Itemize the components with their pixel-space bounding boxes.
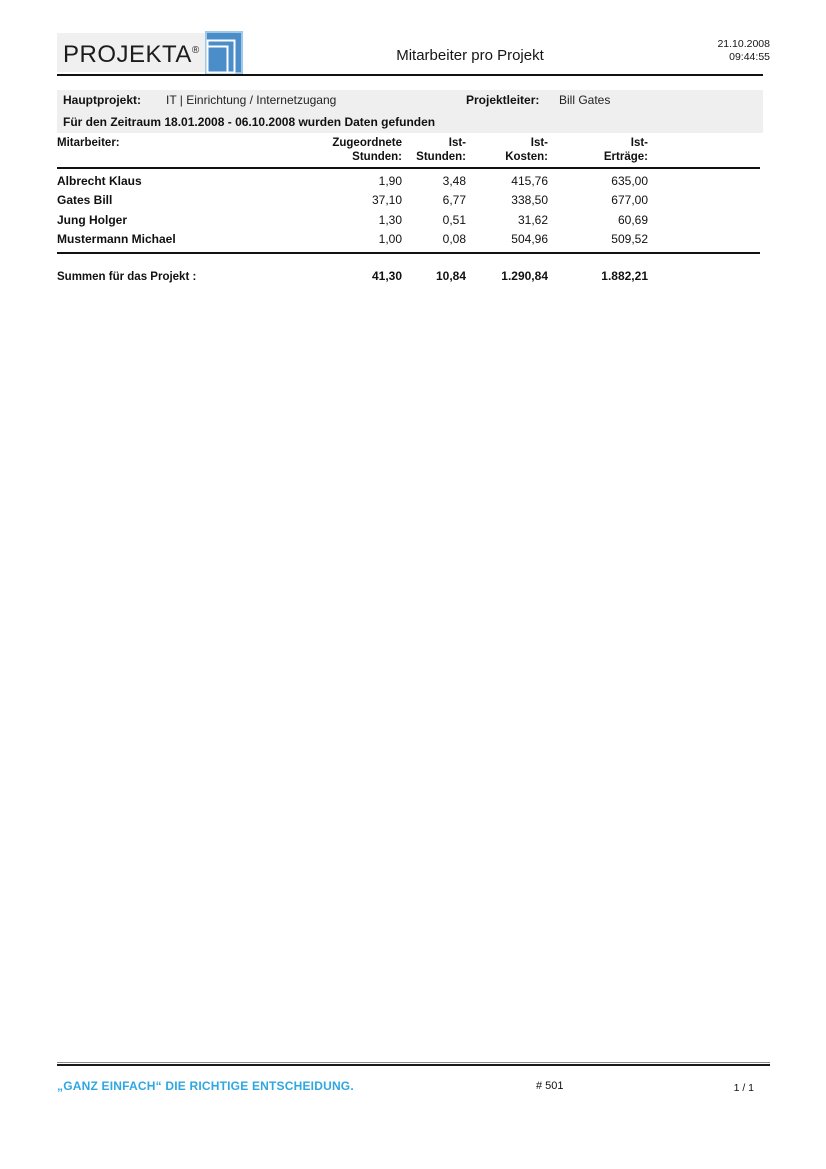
cell-ist-stunden: 0,08	[442, 232, 466, 247]
cell-ist-stunden: 3,48	[442, 173, 466, 188]
zeitraum-text: Für den Zeitraum 18.01.2008 - 06.10.2008 wurden Daten gefunden	[63, 115, 436, 129]
cell-ist-kosten: 31,62	[517, 212, 548, 227]
summary-zugeordnete-stunden: 41,30	[371, 269, 402, 283]
cell-zugeordnete-stunden: 1,30	[378, 212, 402, 227]
column-header-line: Kosten:	[505, 151, 548, 163]
table-bottom-divider	[57, 252, 760, 254]
cell-ist-stunden: 0,51	[442, 212, 466, 227]
column-header-line: Stunden:	[352, 151, 402, 163]
table-row	[57, 171, 760, 191]
mitarbeiter-table	[57, 136, 760, 283]
projektleiter-label: Projektleiter:	[466, 93, 540, 107]
cell-ist-kosten: 415,76	[511, 173, 548, 188]
projektleiter-value: Bill Gates	[559, 93, 611, 107]
project-info-line1	[57, 90, 763, 113]
cell-zugeordnete-stunden: 1,90	[378, 173, 402, 188]
page-title: Mitarbeiter pro Projekt	[396, 47, 544, 64]
cell-ist-ertraege: 677,00	[611, 193, 648, 208]
registered-trademark-symbol: ®	[191, 45, 200, 56]
print-time: 09:44:55	[729, 51, 770, 63]
summary-row	[57, 269, 760, 283]
cell-ist-ertraege: 60,69	[617, 212, 648, 227]
hauptprojekt-label: Hauptprojekt:	[63, 93, 141, 107]
table-body	[57, 169, 760, 249]
column-header-ist-ertraege	[548, 136, 648, 164]
report-number: # 501	[536, 1080, 564, 1092]
table-header-row	[57, 136, 760, 164]
column-header-ist-stunden	[402, 136, 466, 164]
cell-zugeordnete-stunden: 1,00	[378, 232, 402, 247]
cell-ist-ertraege: 509,52	[611, 232, 648, 247]
cell-mitarbeiter-name: Albrecht Klaus	[57, 173, 142, 188]
cell-mitarbeiter-name: Gates Bill	[57, 193, 113, 208]
page-number: 1 / 1	[733, 1082, 754, 1094]
print-date: 21.10.2008	[717, 38, 770, 50]
table-row	[57, 210, 760, 230]
cell-ist-stunden: 6,77	[442, 193, 466, 208]
cell-mitarbeiter-name: Mustermann Michael	[57, 232, 176, 247]
column-header-line: Zugeordnete	[332, 137, 402, 149]
print-datetime	[717, 38, 770, 64]
project-info-block	[57, 90, 763, 133]
footer-divider-thin-line	[57, 1062, 770, 1063]
header-divider	[57, 74, 763, 76]
hauptprojekt-value: IT | Einrichtung / Internetzugang	[166, 93, 337, 107]
column-header-line: Ist-	[630, 137, 648, 149]
cell-mitarbeiter-name: Jung Holger	[57, 212, 128, 227]
footer-divider-thick-line	[57, 1064, 770, 1066]
column-header-ist-kosten	[466, 136, 548, 164]
summary-ist-kosten: 1.290,84	[501, 269, 548, 283]
column-header-line: Ist-	[530, 137, 548, 149]
cell-ist-kosten: 504,96	[511, 232, 548, 247]
column-header-zugeordnete-stunden	[302, 136, 402, 164]
company-slogan: „GANZ EINFACH“ DIE RICHTIGE ENTSCHEIDUNG.	[57, 1079, 354, 1093]
column-header-line: Ist-	[448, 137, 466, 149]
logo-wordmark: PROJEKTA	[63, 41, 192, 68]
column-header-mitarbeiter: Mitarbeiter:	[57, 137, 120, 149]
footer-divider	[57, 1062, 770, 1066]
column-header-line: Erträge:	[603, 151, 648, 163]
cell-ist-kosten: 338,50	[511, 193, 548, 208]
cell-ist-ertraege: 635,00	[611, 173, 648, 188]
cell-zugeordnete-stunden: 37,10	[371, 193, 402, 208]
table-row	[57, 230, 760, 250]
summary-label: Summen für das Projekt :	[57, 271, 197, 283]
summary-ist-ertraege: 1.882,21	[601, 269, 648, 283]
summary-ist-stunden: 10,84	[435, 269, 466, 283]
table-row	[57, 191, 760, 211]
column-header-line: Stunden:	[416, 151, 466, 163]
project-info-line2	[57, 113, 763, 129]
